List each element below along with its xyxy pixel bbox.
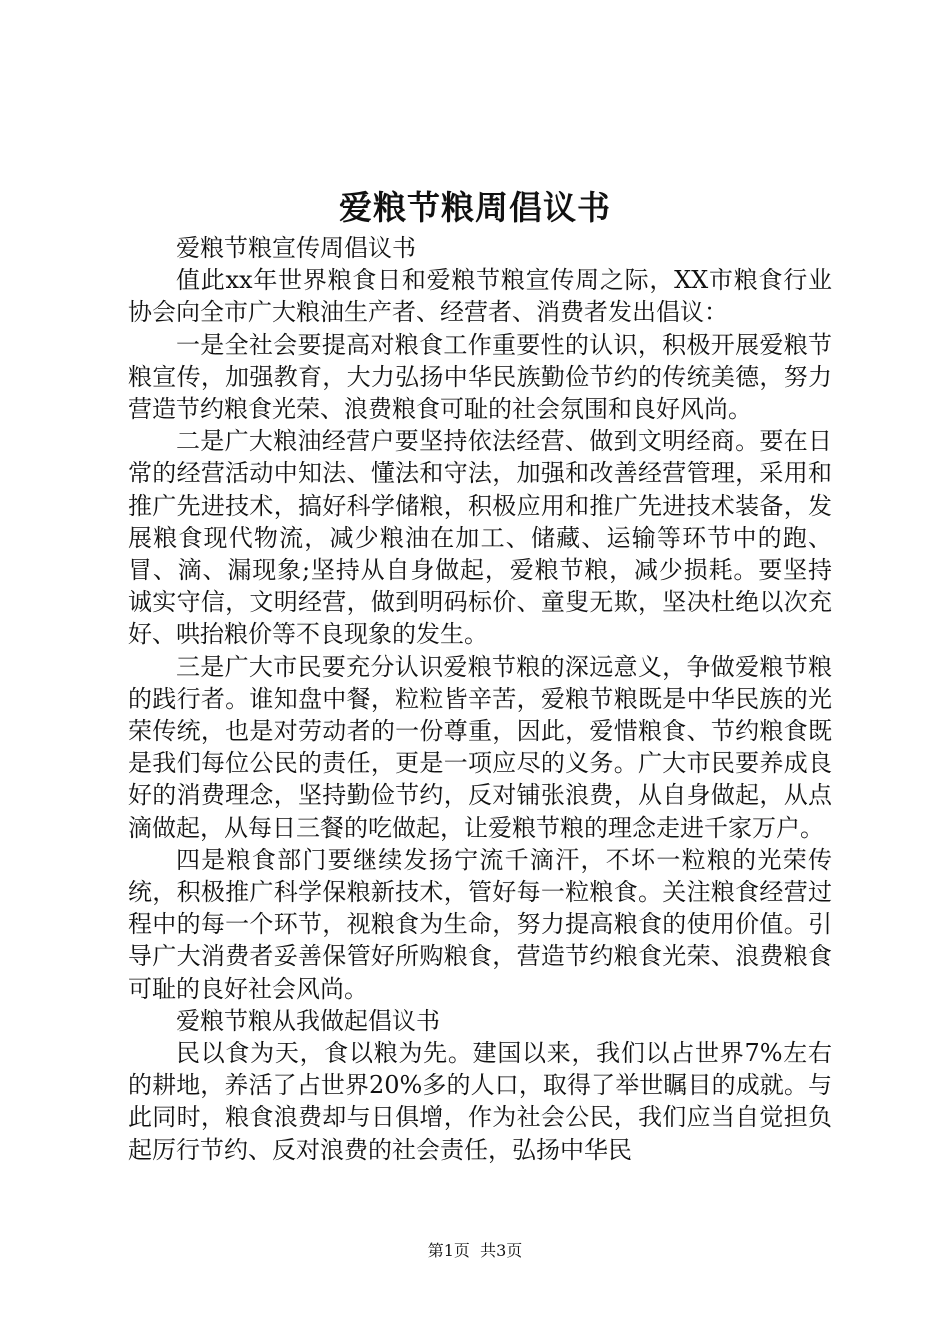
paragraph-intro: 值此xx年世界粮食日和爱粮节粮宣传周之际，XX市粮食行业协会向全市广大粮油生产者、经营者、消费者发出倡议：	[128, 266, 832, 327]
document-title: 爱粮节粮周倡议书	[339, 188, 611, 227]
paragraph-point-1: 一是全社会要提高对粮食工作重要性的认识，积极开展爱粮节粮宣传，加强教育，大力弘扬中华民族勤俭节约的传统美德，努力营造节约粮食光荣、浪费粮食可耻的社会氛围和良好风尚。	[128, 330, 832, 424]
section-heading-2: 爱粮节粮从我做起倡议书	[176, 1006, 440, 1035]
paragraph-point-2: 二是广大粮油经营户要坚持依法经营、做到文明经商。要在日常的经营活动中知法、懂法和守法，加强和改善经营管理，采用和推广先进技术，搞好科学储粮，积极应用和推广先进技术装备，发展粮食现代物流，减少粮油在加工、储藏、运输等环节中的跑、冒、滴、漏现象;坚持从自身做起，爱粮节粮，减少损耗。要坚持诚实守信，文明经营，做到明码标价、童叟无欺，坚决杜绝以次充好、哄抬粮价等不良现象的发生。	[128, 427, 832, 649]
page-footer: 第1页 共3页	[427, 1241, 523, 1260]
paragraph-point-3: 三是广大市民要充分认识爱粮节粮的深远意义，争做爱粮节粮的践行者。谁知盘中餐，粒粒皆辛苦，爱粮节粮既是中华民族的光荣传统，也是对劳动者的一份尊重，因此，爱惜粮食、节约粮食既是我们每位公民的责任，更是一项应尽的义务。广大市民要养成良好的消费理念，坚持勤俭节约，反对铺张浪费，从自身做起，从点滴做起，从每日三餐的吃做起，让爱粮节粮的理念走进千家万户。	[128, 652, 832, 842]
section-heading-1: 爱粮节粮宣传周倡议书	[176, 234, 416, 262]
document-body	[128, 232, 832, 1166]
paragraph-section-2: 民以食为天，食以粮为先。建国以来，我们以占世界7%左右的耕地，养活了占世界20%多的人口，取得了举世瞩目的成就。与此同时，粮食浪费却与日俱增，作为社会公民，我们应当自觉担负起厉行节约、反对浪费的社会责任，弘扬中华民	[128, 1039, 832, 1164]
paragraph-point-4: 四是粮食部门要继续发扬宁流千滴汗，不坏一粒粮的光荣传统，积极推广科学保粮新技术，管好每一粒粮食。关注粮食经营过程中的每一个环节，视粮食为生命，努力提高粮食的使用价值。引导广大消费者妥善保管好所购粮食，营造节约粮食光荣、浪费粮食可耻的良好社会风尚。	[128, 845, 832, 1003]
